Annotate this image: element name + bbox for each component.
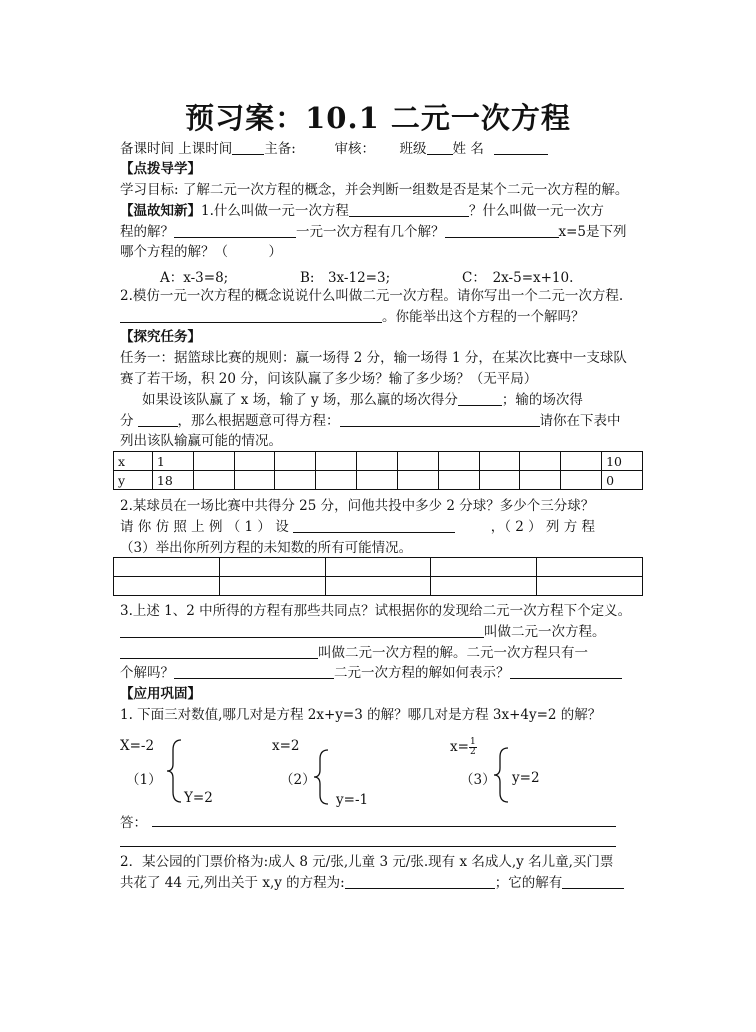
pair2-y: y=-1 [336,792,369,808]
table-cell[interactable] [193,452,234,471]
table-cell[interactable] [438,471,479,490]
review-q1-line2 [120,222,640,242]
option-b: B: 3x-12=3; [300,270,391,286]
table-cell[interactable] [397,452,438,471]
pair3-x [450,738,477,757]
table-cell: y [114,471,153,490]
table-cell[interactable] [357,471,398,490]
answer-label: 答： [120,815,147,831]
table-cell[interactable] [479,471,520,490]
section-apply: 【应用巩固】 [120,686,201,702]
q3-text-b: 叫做二元一次方程。 [484,624,606,640]
task1-blank1[interactable] [458,391,502,406]
q3-text-c: 叫做二元一次方程的解。二元一次方程只有一 [318,645,588,661]
pair2-brace [312,748,332,806]
apply-q2-blank2[interactable] [562,874,624,889]
win-loss-table [113,451,643,490]
table-cell[interactable] [561,452,602,471]
q3-blank4[interactable] [510,664,622,679]
name-label: 姓 名 [452,141,484,157]
apply-q2-text-b: 共花了 44 元,列出关于 x,y 的方程为: [120,875,345,891]
section-review: 【温故知新】 [120,203,201,219]
prep-time-label: 备课时间 [120,141,174,157]
pair2-x: x=2 [272,738,300,754]
table-cell: x [114,452,153,471]
review-q2-text-b: 。你能举出这个方程的一个解吗？ [382,309,585,325]
table-cell[interactable] [397,471,438,490]
table-cell: 18 [152,471,193,490]
task2-line2 [120,517,640,537]
q3-text-e: 二元一次方程的解如何表示？ [334,665,510,681]
option-c: C： 2x-5=x+10. [462,270,574,286]
q3-text-a: 3.上述 1、2 中所得的方程有那些共同点？试根据你的发现给二元一次方程下个定义。 [120,603,632,619]
table-cell[interactable] [520,471,561,490]
table-row [114,577,643,596]
table-cell[interactable] [316,471,357,490]
table-cell[interactable] [275,471,316,490]
review-q1-text-d: 一元一次方程有几个解？ [296,224,445,240]
task1-text-h: 列出该队输赢可能的情况。 [120,433,282,449]
task1-line3 [120,390,640,410]
answer-line-2[interactable] [120,846,616,847]
task2-text-b: 请 你 仿 照 上 例 （ 1 ） 设 [120,519,289,535]
task1-text-g: 请你在下表中 [539,413,621,429]
page-title: 预习案：10.1 二元一次方程 [185,101,571,135]
option-a: A：x-3=8; [160,270,229,286]
table-cell[interactable] [193,471,234,490]
section-guide: 【点拨导学】 [120,161,201,177]
task1-line4 [120,411,640,431]
table-cell: 1 [152,452,193,471]
review-q2-text-a: 2.模仿一元一次方程的概念说说什么叫做二元一次方程。请你写出一个二元一次方程. [120,288,624,304]
q3-blank1[interactable] [120,623,484,638]
pair2-label: （2） [280,772,316,788]
task1-blank2[interactable] [138,412,178,427]
task2-blank[interactable] [293,518,455,533]
task1-blank3[interactable] [340,412,540,427]
q3-line2 [120,622,640,642]
review-q2-blank[interactable] [120,308,382,323]
table-row [114,558,643,577]
task2-text-d: （3）举出你所列方程的未知数的所有可能情况。 [120,540,413,556]
apply-q1-text: 1. 下面三对数值,哪几对是方程 2x+y=3 的解？哪几对是方程 3x+4y=2 的解？ [120,707,602,723]
task1-text-a: 任务一：据篮球比赛的规则：赢一场得 2 分，输一场得 1 分，在某次比赛中一支球队 [120,350,627,366]
review-q1-blank3[interactable] [445,223,559,238]
review-q1-text: 1.什么叫做一元一次方程 [201,203,349,219]
task1-text-c: 如果设该队赢了 x 场，输了 y 场，那么赢的场次得分 [142,392,458,408]
review-q1-blank1[interactable] [349,202,469,217]
class-time-blank[interactable] [232,140,264,155]
name-blank[interactable] [494,140,548,155]
table-row-y [114,471,643,490]
apply-q2-text-c: ；它的解有 [494,875,563,891]
section-explore: 【探究任务】 [120,329,201,345]
pair1-y: Y=2 [184,790,213,806]
review-q1-text-e: x=5 [558,224,587,240]
review-q2-line2 [120,307,640,327]
task1-text-f: ，那么根据题意可得方程： [177,413,340,429]
header-row [120,139,640,159]
table-cell[interactable] [316,452,357,471]
class-label: 班级 [399,141,427,157]
pair3-y: y=2 [512,770,540,786]
table-row-x [114,452,643,471]
pair3-label: （3） [460,772,496,788]
preparer-label: 主备: [264,141,296,157]
review-q1-text-g: 哪个方程的解？（ ） [120,244,282,260]
pair1-label: （1） [126,772,162,788]
review-q1-text-f: 是下列 [586,224,627,240]
apply-q2-blank1[interactable] [345,874,495,889]
pair3-x-label: x= [450,739,469,755]
class-time-label: 上课时间 [178,141,233,157]
fraction-denominator: 2 [469,747,476,757]
task1-text-e: 分 [120,413,134,429]
table-cell[interactable] [357,452,398,471]
q3-text-d: 个解吗？ [120,665,174,681]
q3-blank2[interactable] [120,644,318,659]
q3-line4 [120,663,640,683]
review-q1-line1 [120,201,640,221]
apply-q2-text-a: 2．某公园的门票价格为:成人 8 元/张,儿童 3 元/张.现有 x 名成人,y 名儿童,买门票 [120,854,614,870]
table-cell[interactable] [438,452,479,471]
pair3-brace [492,746,512,804]
pair1-x: X=-2 [120,738,155,754]
task2-table [113,557,643,596]
task2-text-a: 2.某球员在一场比赛中共得分 25 分，问他共投中多少 2 分球？多少个三分球？ [120,498,595,514]
review-q1-text-b: ？什么叫做一元一次方 [468,203,604,219]
task1-text-d: ；输的场次得 [501,392,583,408]
pair1-brace [165,738,185,804]
class-blank[interactable] [427,140,453,155]
q3-line3 [120,643,640,663]
table-cell: 0 [602,471,643,490]
answer-line-1[interactable] [152,826,616,827]
pair3-x-fraction [469,738,477,757]
review-q1-text-c: 程的解？ [120,224,174,240]
learning-objective: 学习目标: 了解二元一次方程的概念，并会判断一组数是否是某个二元一次方程的解。 [120,182,629,198]
table-cell[interactable] [234,452,275,471]
review-q1-blank2[interactable] [174,223,296,238]
table-cell: 10 [602,452,643,471]
reviewer-label: 审核： [334,141,375,157]
task1-text-b: 赛了若干场，积 20 分，问该队赢了多少场？输了多少场？（无平局） [120,371,538,387]
table-cell[interactable] [520,452,561,471]
fraction-numerator: 1 [469,737,476,747]
apply-q2-line2 [120,873,640,893]
task2-text-c: ，（ 2 ） 列 方 程 [490,519,596,535]
table-cell[interactable] [275,452,316,471]
table-cell[interactable] [234,471,275,490]
table-cell[interactable] [479,452,520,471]
q3-blank3[interactable] [174,664,334,679]
table-cell[interactable] [561,471,602,490]
